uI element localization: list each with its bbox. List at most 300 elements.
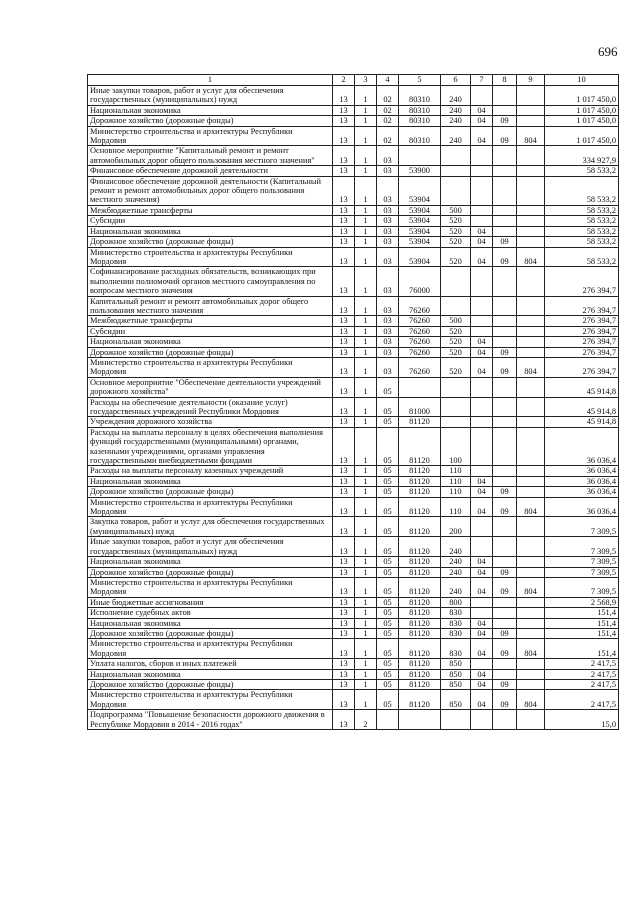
row-code-cell: 13 xyxy=(333,466,355,476)
row-code-cell: 03 xyxy=(377,347,399,357)
row-code-cell: 80310 xyxy=(399,126,441,146)
row-code-cell: 800 xyxy=(441,597,471,607)
row-description: Национальная экономика xyxy=(88,105,333,115)
row-code-cell: 1 xyxy=(355,397,377,417)
table-row xyxy=(88,316,619,326)
row-code-cell: 1 xyxy=(355,669,377,679)
row-code-cell: 240 xyxy=(441,105,471,115)
row-code-cell xyxy=(493,166,517,176)
row-code-cell xyxy=(517,517,545,537)
row-code-cell: 13 xyxy=(333,639,355,659)
row-code-cell xyxy=(517,176,545,205)
row-code-cell xyxy=(517,86,545,106)
row-amount: 334 927,9 xyxy=(545,146,619,166)
row-description: Национальная экономика xyxy=(88,618,333,628)
row-code-cell: 13 xyxy=(333,690,355,710)
table-row xyxy=(88,608,619,618)
table-row xyxy=(88,497,619,517)
row-description: Министерство строительства и архитектуры Республики Мордовия xyxy=(88,357,333,377)
row-code-cell: 05 xyxy=(377,618,399,628)
row-code-cell: 13 xyxy=(333,537,355,557)
row-code-cell xyxy=(441,710,471,730)
row-code-cell xyxy=(471,326,493,336)
row-code-cell: 81120 xyxy=(399,679,441,689)
row-code-cell: 110 xyxy=(441,476,471,486)
row-code-cell: 1 xyxy=(355,466,377,476)
row-code-cell: 04 xyxy=(471,105,493,115)
row-code-cell: 13 xyxy=(333,247,355,267)
row-code-cell: 04 xyxy=(471,226,493,236)
row-amount: 2 568,9 xyxy=(545,597,619,607)
row-code-cell: 09 xyxy=(493,357,517,377)
row-code-cell xyxy=(493,205,517,215)
header-cell: 8 xyxy=(493,75,517,86)
row-code-cell: 1 xyxy=(355,577,377,597)
row-code-cell xyxy=(517,216,545,226)
row-amount: 1 017 450,0 xyxy=(545,126,619,146)
row-code-cell: 520 xyxy=(441,347,471,357)
row-code-cell xyxy=(441,377,471,397)
row-code-cell: 2 xyxy=(355,710,377,730)
row-code-cell: 1 xyxy=(355,639,377,659)
row-description: Иные закупки товаров, работ и услуг для обеспечения государственных (муниципальных) нужд xyxy=(88,537,333,557)
row-code-cell xyxy=(493,146,517,166)
row-code-cell: 804 xyxy=(517,357,545,377)
row-code-cell: 13 xyxy=(333,577,355,597)
table-row xyxy=(88,116,619,126)
row-code-cell: 1 xyxy=(355,690,377,710)
row-amount: 151,4 xyxy=(545,639,619,659)
row-description: Министерство строительства и архитектуры Республики Мордовия xyxy=(88,126,333,146)
row-code-cell: 13 xyxy=(333,326,355,336)
row-description: Межбюджетные трансферты xyxy=(88,316,333,326)
row-code-cell: 1 xyxy=(355,427,377,466)
row-code-cell: 13 xyxy=(333,608,355,618)
row-code-cell: 1 xyxy=(355,417,377,427)
row-code-cell xyxy=(471,216,493,226)
row-code-cell: 76260 xyxy=(399,347,441,357)
row-amount: 2 417,5 xyxy=(545,659,619,669)
row-code-cell: 1 xyxy=(355,126,377,146)
row-code-cell: 05 xyxy=(377,417,399,427)
row-code-cell xyxy=(517,377,545,397)
table-row xyxy=(88,466,619,476)
row-code-cell: 81120 xyxy=(399,517,441,537)
row-code-cell xyxy=(517,618,545,628)
row-code-cell xyxy=(517,466,545,476)
row-code-cell: 520 xyxy=(441,247,471,267)
row-code-cell: 81120 xyxy=(399,466,441,476)
row-code-cell: 09 xyxy=(493,679,517,689)
row-code-cell: 81120 xyxy=(399,537,441,557)
row-code-cell: 13 xyxy=(333,267,355,296)
row-code-cell: 04 xyxy=(471,557,493,567)
row-code-cell: 830 xyxy=(441,639,471,659)
table-row xyxy=(88,126,619,146)
row-code-cell xyxy=(471,296,493,316)
row-code-cell: 240 xyxy=(441,537,471,557)
table-row xyxy=(88,659,619,669)
row-code-cell: 05 xyxy=(377,608,399,618)
row-code-cell: 1 xyxy=(355,347,377,357)
row-description: Межбюджетные трансферты xyxy=(88,205,333,215)
row-code-cell: 13 xyxy=(333,557,355,567)
row-amount: 36 036,4 xyxy=(545,427,619,466)
row-code-cell xyxy=(517,397,545,417)
row-code-cell: 13 xyxy=(333,347,355,357)
row-amount: 276 394,7 xyxy=(545,347,619,357)
row-code-cell: 240 xyxy=(441,557,471,567)
row-description: Учреждения дорожного хозяйства xyxy=(88,417,333,427)
row-code-cell xyxy=(441,267,471,296)
row-description: Иные бюджетные ассигнования xyxy=(88,597,333,607)
table-row xyxy=(88,628,619,638)
row-code-cell: 1 xyxy=(355,517,377,537)
row-code-cell: 09 xyxy=(493,567,517,577)
row-description: Финансовое обеспечение дорожной деятельности (Капитальный ремонт и ремонт автомобильных дорог общего пользования местного значения) xyxy=(88,176,333,205)
row-code-cell xyxy=(517,567,545,577)
row-code-cell xyxy=(441,397,471,417)
row-description: Национальная экономика xyxy=(88,557,333,567)
row-code-cell: 05 xyxy=(377,537,399,557)
row-code-cell: 240 xyxy=(441,116,471,126)
row-code-cell xyxy=(493,226,517,236)
row-code-cell: 76260 xyxy=(399,337,441,347)
row-amount: 151,4 xyxy=(545,628,619,638)
row-code-cell: 76000 xyxy=(399,267,441,296)
row-code-cell: 05 xyxy=(377,628,399,638)
table-row xyxy=(88,237,619,247)
row-amount: 36 036,4 xyxy=(545,487,619,497)
row-code-cell: 1 xyxy=(355,537,377,557)
row-code-cell: 1 xyxy=(355,628,377,638)
row-amount: 36 036,4 xyxy=(545,466,619,476)
row-code-cell: 03 xyxy=(377,247,399,267)
row-description: Национальная экономика xyxy=(88,337,333,347)
row-code-cell: 81120 xyxy=(399,628,441,638)
row-code-cell: 1 xyxy=(355,567,377,577)
row-code-cell: 520 xyxy=(441,337,471,347)
row-code-cell: 03 xyxy=(377,176,399,205)
table-row xyxy=(88,577,619,597)
row-code-cell: 500 xyxy=(441,316,471,326)
row-amount: 7 309,5 xyxy=(545,577,619,597)
row-code-cell: 81120 xyxy=(399,669,441,679)
row-amount: 15,0 xyxy=(545,710,619,730)
row-code-cell xyxy=(471,537,493,557)
row-code-cell xyxy=(517,337,545,347)
row-code-cell xyxy=(517,427,545,466)
row-description: Национальная экономика xyxy=(88,669,333,679)
row-code-cell: 13 xyxy=(333,226,355,236)
row-code-cell: 09 xyxy=(493,639,517,659)
table-row xyxy=(88,267,619,296)
row-code-cell: 240 xyxy=(441,567,471,577)
row-code-cell: 53904 xyxy=(399,205,441,215)
row-code-cell xyxy=(399,377,441,397)
row-code-cell: 05 xyxy=(377,669,399,679)
row-code-cell: 13 xyxy=(333,618,355,628)
row-code-cell xyxy=(517,417,545,427)
row-amount: 2 417,5 xyxy=(545,679,619,689)
table-row xyxy=(88,669,619,679)
row-amount: 7 309,5 xyxy=(545,537,619,557)
row-code-cell: 110 xyxy=(441,497,471,517)
row-code-cell: 81120 xyxy=(399,487,441,497)
row-code-cell: 804 xyxy=(517,690,545,710)
row-code-cell: 04 xyxy=(471,618,493,628)
row-code-cell: 81000 xyxy=(399,397,441,417)
row-code-cell: 1 xyxy=(355,337,377,347)
row-description: Дорожное хозяйство (дорожные фонды) xyxy=(88,628,333,638)
row-amount: 58 533,2 xyxy=(545,237,619,247)
table-row xyxy=(88,427,619,466)
row-code-cell: 03 xyxy=(377,237,399,247)
row-code-cell: 04 xyxy=(471,237,493,247)
row-description: Министерство строительства и архитектуры Республики Мордовия xyxy=(88,690,333,710)
row-amount: 45 914,8 xyxy=(545,377,619,397)
row-code-cell: 04 xyxy=(471,567,493,577)
row-code-cell xyxy=(493,377,517,397)
table-row xyxy=(88,146,619,166)
row-code-cell: 1 xyxy=(355,267,377,296)
row-code-cell: 1 xyxy=(355,357,377,377)
row-code-cell: 53900 xyxy=(399,166,441,176)
table-row xyxy=(88,487,619,497)
row-code-cell xyxy=(471,267,493,296)
row-code-cell xyxy=(517,679,545,689)
row-code-cell: 13 xyxy=(333,296,355,316)
row-code-cell: 05 xyxy=(377,567,399,577)
row-code-cell: 05 xyxy=(377,690,399,710)
row-code-cell: 850 xyxy=(441,659,471,669)
row-code-cell xyxy=(377,710,399,730)
row-code-cell: 1 xyxy=(355,166,377,176)
row-description: Министерство строительства и архитектуры Республики Мордовия xyxy=(88,577,333,597)
row-amount: 1 017 450,0 xyxy=(545,105,619,115)
row-code-cell xyxy=(471,659,493,669)
row-description: Дорожное хозяйство (дорожные фонды) xyxy=(88,679,333,689)
row-code-cell: 05 xyxy=(377,639,399,659)
row-code-cell: 53904 xyxy=(399,216,441,226)
row-amount: 7 309,5 xyxy=(545,557,619,567)
table-row xyxy=(88,326,619,336)
row-code-cell xyxy=(493,466,517,476)
row-code-cell: 03 xyxy=(377,216,399,226)
row-description: Национальная экономика xyxy=(88,226,333,236)
row-code-cell: 13 xyxy=(333,427,355,466)
row-code-cell: 03 xyxy=(377,146,399,166)
row-code-cell: 76260 xyxy=(399,316,441,326)
header-cell: 4 xyxy=(377,75,399,86)
row-code-cell: 830 xyxy=(441,618,471,628)
row-code-cell: 05 xyxy=(377,517,399,537)
row-amount: 2 417,5 xyxy=(545,669,619,679)
row-code-cell xyxy=(493,608,517,618)
row-amount: 58 533,2 xyxy=(545,216,619,226)
row-code-cell: 1 xyxy=(355,105,377,115)
row-code-cell: 05 xyxy=(377,427,399,466)
row-code-cell: 05 xyxy=(377,577,399,597)
row-code-cell: 04 xyxy=(471,476,493,486)
row-description: Дорожное хозяйство (дорожные фонды) xyxy=(88,237,333,247)
row-code-cell xyxy=(517,347,545,357)
header-cell: 3 xyxy=(355,75,377,86)
table-row xyxy=(88,247,619,267)
row-code-cell xyxy=(517,669,545,679)
budget-table xyxy=(87,74,619,730)
row-code-cell xyxy=(493,397,517,417)
row-code-cell: 200 xyxy=(441,517,471,537)
row-amount: 276 394,7 xyxy=(545,337,619,347)
row-code-cell: 53904 xyxy=(399,226,441,236)
table-body xyxy=(88,86,619,730)
row-code-cell: 04 xyxy=(471,347,493,357)
row-amount: 1 017 450,0 xyxy=(545,116,619,126)
row-code-cell: 81120 xyxy=(399,476,441,486)
row-code-cell xyxy=(493,427,517,466)
row-code-cell: 1 xyxy=(355,176,377,205)
table-row xyxy=(88,105,619,115)
row-code-cell xyxy=(493,557,517,567)
table-row xyxy=(88,537,619,557)
row-code-cell: 13 xyxy=(333,237,355,247)
row-code-cell: 04 xyxy=(471,116,493,126)
row-code-cell: 1 xyxy=(355,487,377,497)
row-code-cell xyxy=(517,296,545,316)
row-code-cell: 1 xyxy=(355,377,377,397)
row-code-cell: 05 xyxy=(377,377,399,397)
row-code-cell: 04 xyxy=(471,669,493,679)
row-code-cell: 1 xyxy=(355,597,377,607)
row-description: Дорожное хозяйство (дорожные фонды) xyxy=(88,567,333,577)
row-code-cell xyxy=(471,86,493,106)
row-code-cell: 53904 xyxy=(399,176,441,205)
row-code-cell: 05 xyxy=(377,466,399,476)
row-code-cell: 1 xyxy=(355,497,377,517)
row-code-cell: 804 xyxy=(517,126,545,146)
row-code-cell: 1 xyxy=(355,146,377,166)
row-code-cell: 03 xyxy=(377,226,399,236)
row-code-cell xyxy=(493,105,517,115)
row-code-cell xyxy=(517,237,545,247)
row-code-cell: 830 xyxy=(441,628,471,638)
row-code-cell: 850 xyxy=(441,690,471,710)
row-code-cell xyxy=(471,427,493,466)
header-cell: 5 xyxy=(399,75,441,86)
row-code-cell: 13 xyxy=(333,377,355,397)
row-code-cell xyxy=(517,710,545,730)
row-code-cell xyxy=(471,166,493,176)
row-code-cell: 13 xyxy=(333,146,355,166)
row-code-cell: 804 xyxy=(517,639,545,659)
row-code-cell: 81120 xyxy=(399,608,441,618)
row-code-cell: 850 xyxy=(441,679,471,689)
row-code-cell: 1 xyxy=(355,557,377,567)
row-code-cell xyxy=(493,417,517,427)
row-description: Уплата налогов, сборов и иных платежей xyxy=(88,659,333,669)
row-code-cell: 13 xyxy=(333,357,355,377)
header-cell: 7 xyxy=(471,75,493,86)
row-code-cell: 03 xyxy=(377,316,399,326)
row-code-cell: 81120 xyxy=(399,417,441,427)
row-code-cell xyxy=(399,146,441,166)
row-code-cell xyxy=(471,608,493,618)
row-amount: 58 533,2 xyxy=(545,166,619,176)
row-code-cell: 520 xyxy=(441,216,471,226)
row-code-cell xyxy=(493,296,517,316)
row-amount: 276 394,7 xyxy=(545,296,619,316)
row-code-cell xyxy=(441,296,471,316)
row-code-cell: 03 xyxy=(377,326,399,336)
row-code-cell: 1 xyxy=(355,237,377,247)
table-row xyxy=(88,216,619,226)
row-amount: 36 036,4 xyxy=(545,497,619,517)
row-code-cell: 13 xyxy=(333,487,355,497)
table-row xyxy=(88,639,619,659)
row-code-cell xyxy=(493,597,517,607)
row-code-cell xyxy=(471,205,493,215)
row-description: Министерство строительства и архитектуры Республики Мордовия xyxy=(88,497,333,517)
row-code-cell: 1 xyxy=(355,618,377,628)
row-amount: 276 394,7 xyxy=(545,316,619,326)
row-code-cell: 240 xyxy=(441,126,471,146)
row-code-cell: 13 xyxy=(333,216,355,226)
row-code-cell: 04 xyxy=(471,690,493,710)
row-code-cell: 76260 xyxy=(399,296,441,316)
row-amount: 58 533,2 xyxy=(545,247,619,267)
row-description: Расходы на обеспечение деятельности (оказание услуг) государственных учреждений Республики Мордовия xyxy=(88,397,333,417)
row-code-cell: 03 xyxy=(377,357,399,377)
row-description: Дорожное хозяйство (дорожные фонды) xyxy=(88,487,333,497)
row-description: Дорожное хозяйство (дорожные фонды) xyxy=(88,116,333,126)
row-code-cell xyxy=(441,417,471,427)
row-description: Основное мероприятие "Капитальный ремонт и ремонт автомобильных дорог общего пользования местного значения" xyxy=(88,146,333,166)
row-code-cell: 1 xyxy=(355,659,377,669)
row-code-cell: 09 xyxy=(493,347,517,357)
row-code-cell: 80310 xyxy=(399,105,441,115)
row-description: Дорожное хозяйство (дорожные фонды) xyxy=(88,347,333,357)
table-row xyxy=(88,377,619,397)
row-code-cell: 04 xyxy=(471,337,493,347)
row-code-cell: 05 xyxy=(377,557,399,567)
row-code-cell: 13 xyxy=(333,628,355,638)
row-code-cell: 13 xyxy=(333,669,355,679)
row-code-cell: 13 xyxy=(333,105,355,115)
row-code-cell xyxy=(471,176,493,205)
row-amount: 45 914,8 xyxy=(545,417,619,427)
row-description: Субсидии xyxy=(88,326,333,336)
row-code-cell: 05 xyxy=(377,487,399,497)
row-code-cell: 09 xyxy=(493,247,517,267)
row-code-cell: 500 xyxy=(441,205,471,215)
row-code-cell: 05 xyxy=(377,397,399,417)
row-description: Основное мероприятие "Обеспечение деятельности учреждений дорожного хозяйства" xyxy=(88,377,333,397)
row-code-cell: 04 xyxy=(471,577,493,597)
row-code-cell: 09 xyxy=(493,628,517,638)
row-code-cell xyxy=(471,517,493,537)
row-code-cell: 53904 xyxy=(399,237,441,247)
row-code-cell: 100 xyxy=(441,427,471,466)
table-row xyxy=(88,337,619,347)
table-row xyxy=(88,567,619,577)
table-row xyxy=(88,710,619,730)
table-row xyxy=(88,86,619,106)
row-code-cell: 13 xyxy=(333,659,355,669)
row-code-cell xyxy=(493,216,517,226)
row-amount: 1 017 450,0 xyxy=(545,86,619,106)
row-code-cell: 02 xyxy=(377,116,399,126)
